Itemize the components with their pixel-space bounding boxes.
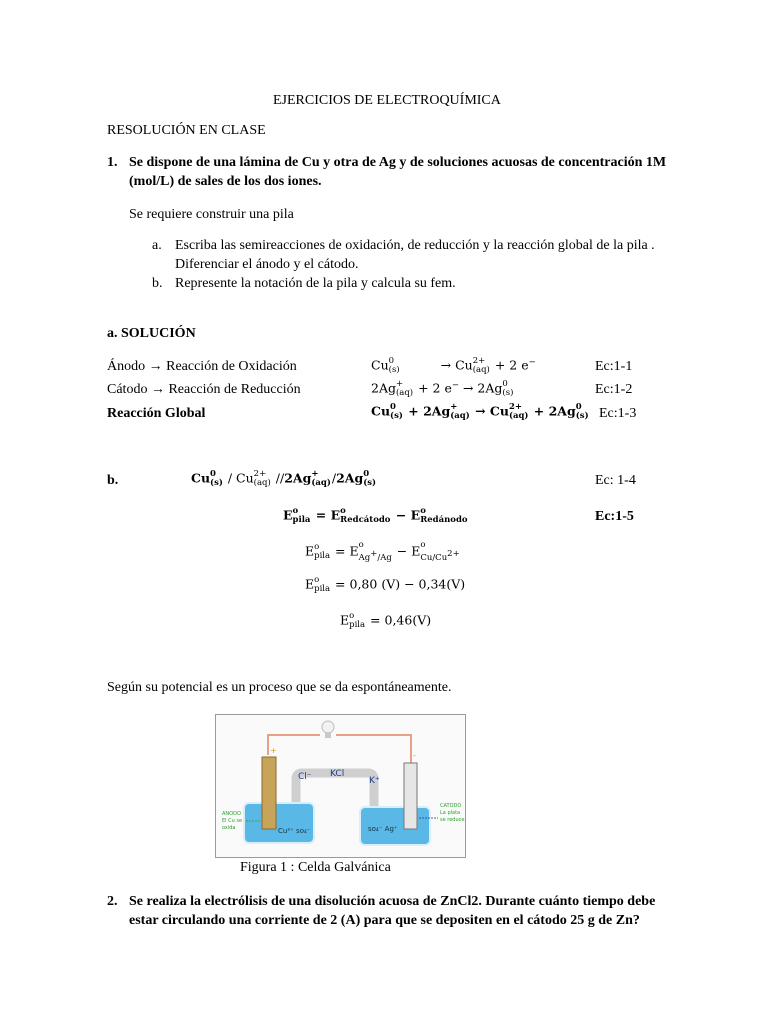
problem1-number: 1. [107, 155, 118, 170]
item-a-marker: a. [152, 238, 162, 253]
eq-id-1-5: Ec:1-5 [595, 509, 634, 524]
solution-a-heading: a. SOLUCIÓN [107, 326, 196, 341]
cathode-label: Cátodo → Reacción de Reducción [107, 382, 301, 397]
anode-note-3: oxida [222, 825, 236, 831]
fem-specific-equation: E o pila = E o Ag+/Ag − E o $Cu/Cu^{2+}$ [305, 540, 460, 563]
problem1-text-line1: Se dispone de una lámina de Cu y otra de Ag y de soluciones acuosas de concentración 1M [129, 155, 667, 170]
problem2-line1: Se realiza la electrólisis de una disolución acuosa de ZnCl2. Durante cuánto tiempo debe [129, 894, 656, 909]
galvanic-cell-figure [215, 714, 466, 858]
problem2-number: 2. [107, 894, 118, 909]
problem1-text-line2: (mol/L) de sales de los dos iones. [129, 174, 322, 189]
anode-equation: Cu 0 (s) → Cu 2+ (aq) + 2 e− [371, 356, 536, 375]
eq-id-1-2: Ec:1-2 [595, 382, 633, 397]
fem-result-equation: E o pila = 0,46(V) [340, 611, 432, 630]
silver-electrode [404, 763, 417, 829]
chloride-ion-label: Cl⁻ [298, 772, 312, 782]
galvanic-cell-diagram [216, 715, 465, 857]
item-b-marker: b. [152, 276, 163, 291]
conclusion-text: Según su potencial es un proceso que se da espontáneamente. [107, 680, 452, 695]
global-equation: Cu 0 (s) + 2Ag + (aq) → Cu 2+ (aq) + 2Ag 0 (s) [371, 402, 589, 421]
anode-label: Ánodo → Reacción de Oxidación [107, 359, 297, 374]
cell-notation: Cu 0 (s) / Cu 2+ (aq) //2Ag + (aq) /2Ag 0 (s) [191, 469, 377, 488]
bulb-icon [322, 721, 334, 733]
copper-electrode [262, 757, 276, 829]
left-ions-label: Cu²⁺ so₄⁻ [278, 827, 311, 835]
fem-values-equation: E o pila = 0,80 (V) − 0,34(V) [305, 575, 466, 594]
problem2-line2: estar circulando una corriente de 2 (A) para que se depositen en el cátodo 25 g de Zn? [129, 913, 640, 928]
anode-note-1: ANODO [222, 811, 241, 817]
item-b-line1: Represente la notación de la pila y calcula su fem. [175, 276, 456, 291]
global-label: Reacción Global [107, 406, 206, 421]
fem-general-equation: E o pila = E o Redcátodo − E o Redánodo [283, 506, 468, 525]
cathode-equation: 2Ag + (aq) + 2 e− → 2Ag 0 (s) [371, 379, 514, 398]
problem1-intro: Se requiere construir una pila [129, 207, 294, 222]
cathode-note-3: se reduce [440, 817, 465, 823]
page-title: EJERCICIOS DE ELECTROQUÍMICA [273, 93, 501, 108]
svg-text:+: + [270, 746, 277, 755]
right-ions-label: so₄⁻ Ag⁺ [368, 825, 398, 833]
page-subtitle: RESOLUCIÓN EN CLASE [107, 123, 266, 138]
left-beaker [244, 803, 314, 843]
item-a-line2: Diferenciar el ánodo y el cátodo. [175, 257, 359, 272]
solution-b-label: b. [107, 473, 119, 488]
figure-caption: Figura 1 : Celda Galvánica [240, 860, 391, 875]
anode-note-2: El Cu se [222, 818, 243, 824]
svg-text:-: - [413, 751, 416, 760]
bulb-base-icon [325, 732, 331, 738]
cathode-note-2: La plata [440, 810, 461, 816]
potassium-ion-label: K⁺ [369, 776, 380, 786]
eq-id-1-3: Ec:1-3 [599, 406, 637, 421]
cathode-note-1: CATODO [440, 803, 462, 809]
item-a-line1: Escriba las semireacciones de oxidación, de reducción y la reacción global de la pila . [175, 238, 655, 253]
wire-right [336, 735, 411, 763]
salt-bridge-label: KCl [330, 769, 345, 779]
eq-id-1-1: Ec:1-1 [595, 359, 633, 374]
eq-id-1-4: Ec: 1-4 [595, 473, 636, 488]
